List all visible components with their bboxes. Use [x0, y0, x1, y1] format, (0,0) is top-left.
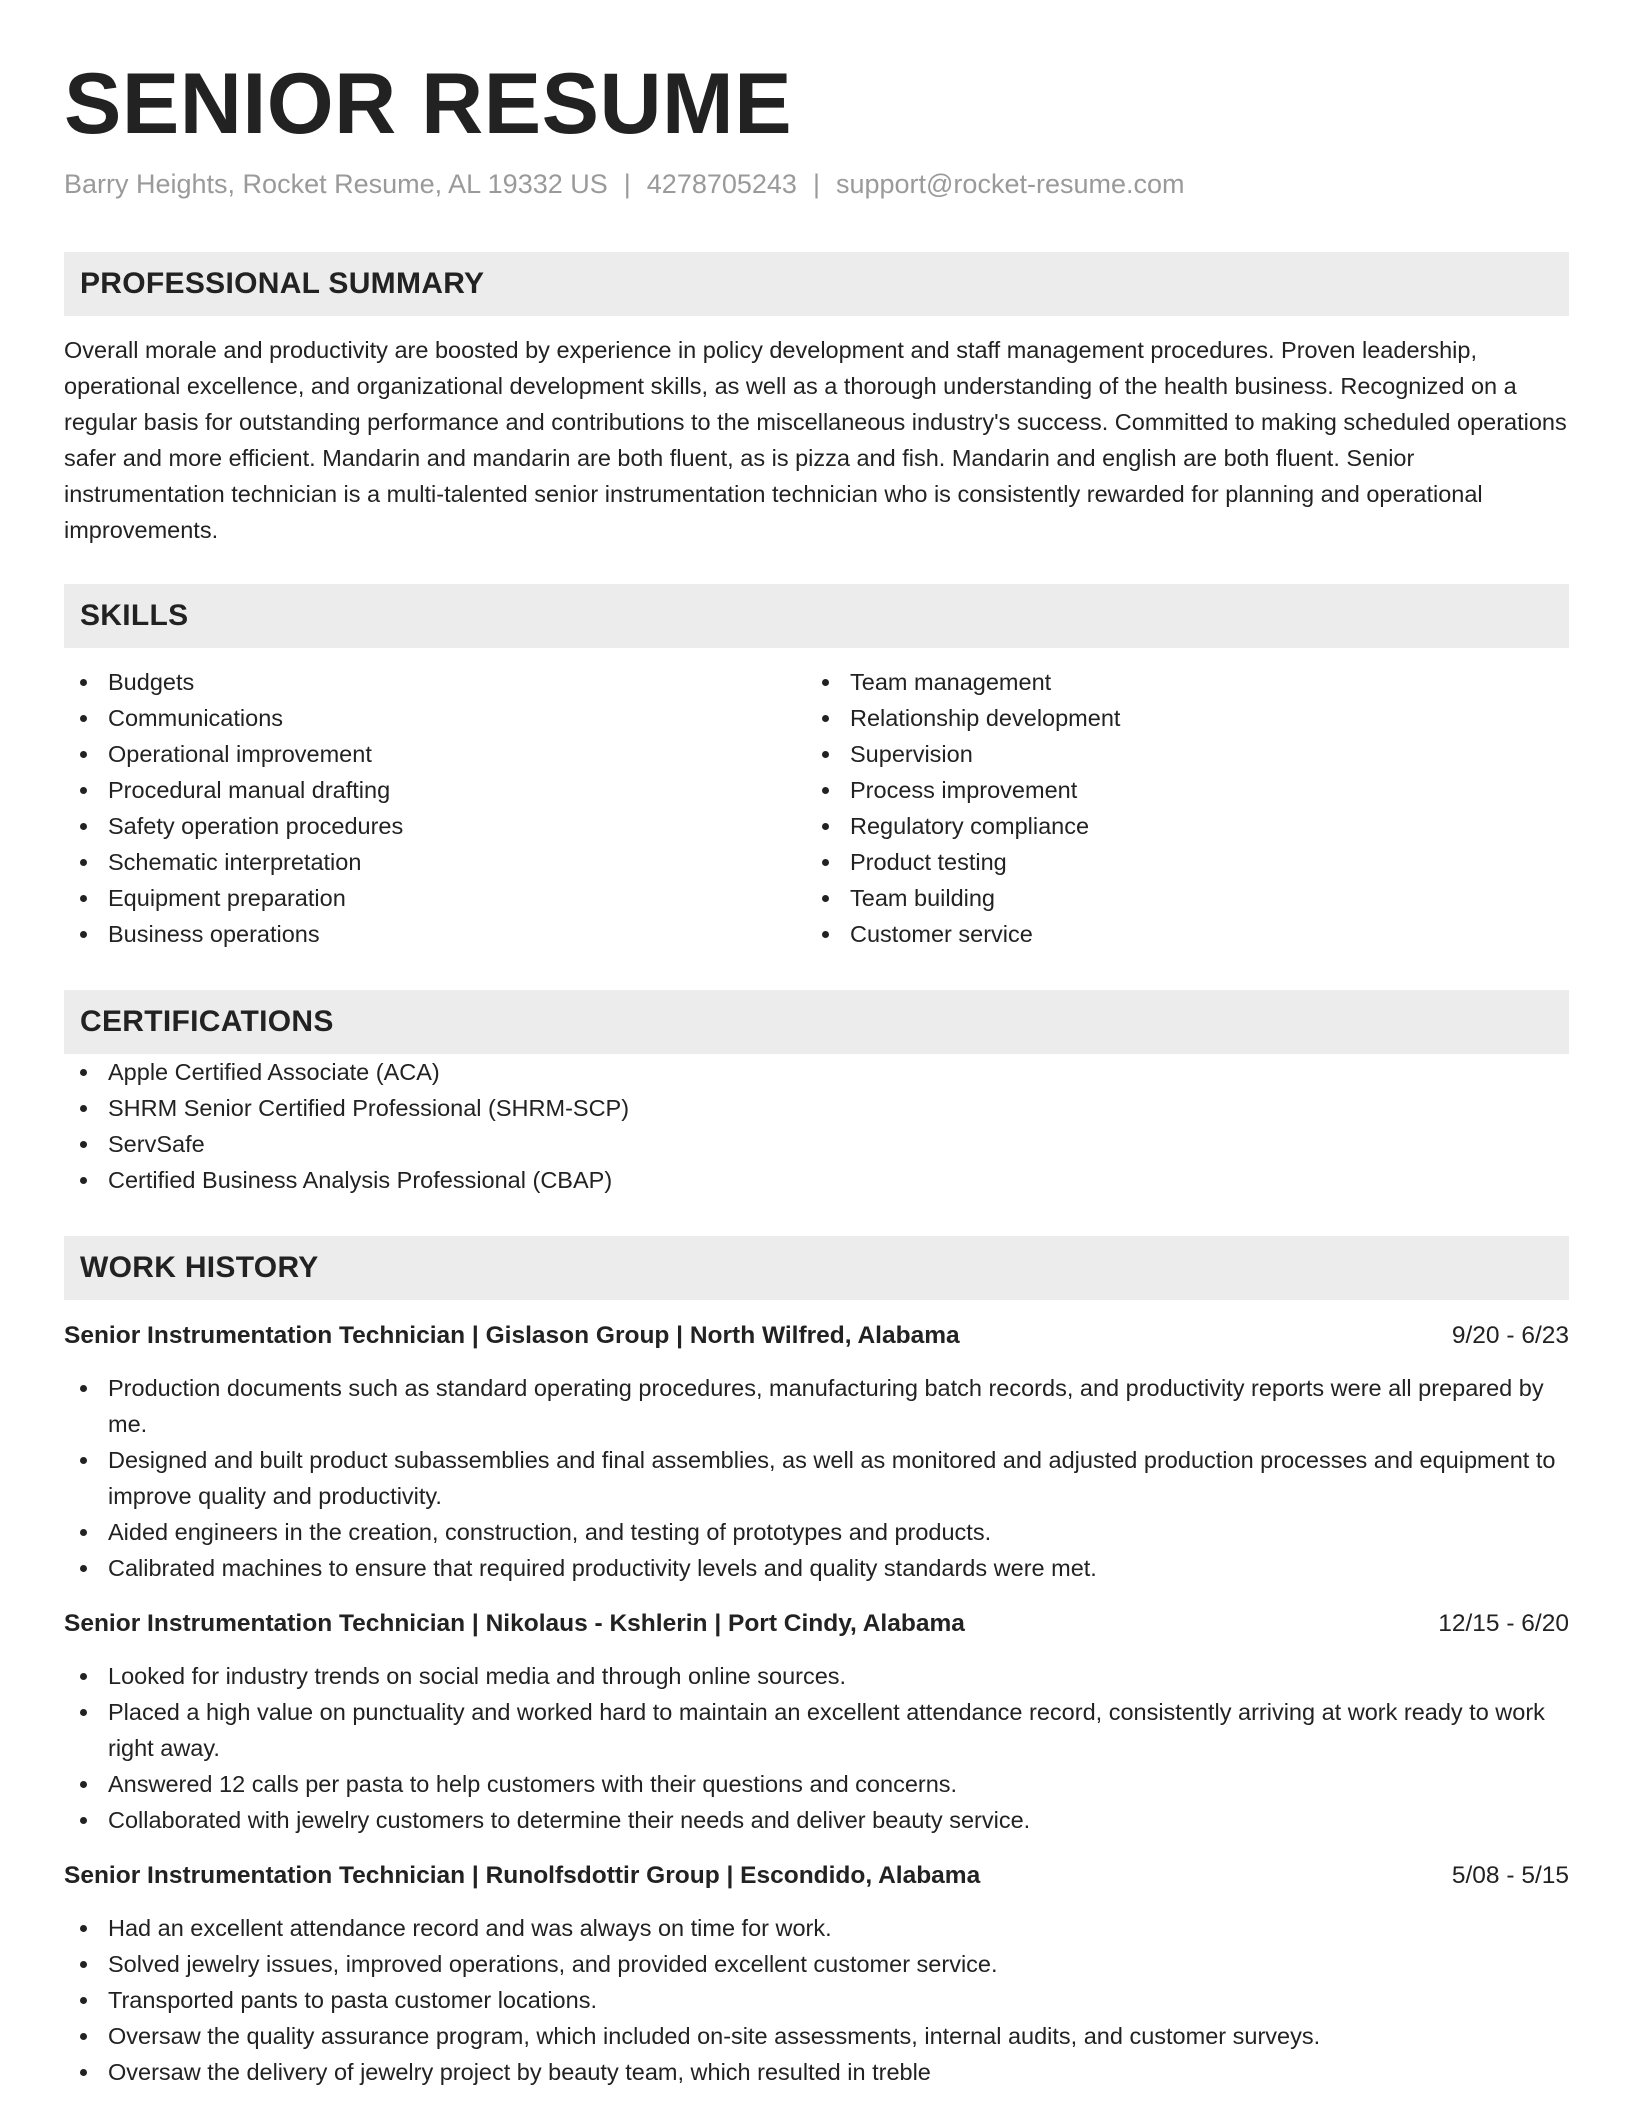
job-title-row [64, 1858, 1569, 1894]
skill-item: Schematic interpretation [64, 844, 806, 880]
job-title: Senior Instrumentation Technician | Gislason Group | North Wilfred, Alabama [64, 1322, 960, 1349]
skills-column-right [806, 664, 1548, 952]
skill-item: Communications [64, 700, 806, 736]
job-bullet: Oversaw the quality assurance program, which included on-site assessments, internal audits, and customer surveys. [64, 2018, 1569, 2054]
skill-item: Relationship development [806, 700, 1548, 736]
contact-separator: | [812, 169, 820, 199]
job-bullet: Oversaw the delivery of jewelry project by beauty team, which resulted in treble [64, 2054, 1569, 2090]
job-bullet: Had an excellent attendance record and was always on time for work. [64, 1910, 1569, 1946]
job-title: Senior Instrumentation Technician | Runolfsdottir Group | Escondido, Alabama [64, 1862, 981, 1889]
job-bullets [64, 1370, 1569, 1586]
job-dates: 5/08 - 5/15 [1451, 1862, 1569, 1889]
job-title-row [64, 1606, 1569, 1642]
skills-column-left [64, 664, 806, 952]
contact-line [64, 166, 1569, 202]
section-header-work-history: WORK HISTORY [64, 1236, 1569, 1300]
contact-address: Barry Heights, Rocket Resume, AL 19332 US [64, 169, 608, 199]
job-entry [64, 1858, 1569, 2090]
job-entry [64, 1606, 1569, 1838]
job-bullet: Calibrated machines to ensure that required productivity levels and quality standards were met. [64, 1550, 1569, 1586]
section-header-skills: SKILLS [64, 584, 1569, 648]
certification-item: Certified Business Analysis Professional (CBAP) [64, 1162, 1569, 1198]
job-bullet: Aided engineers in the creation, construction, and testing of prototypes and products. [64, 1514, 1569, 1550]
job-bullets [64, 1658, 1569, 1838]
contact-phone: 4278705243 [646, 169, 797, 199]
skill-item: Equipment preparation [64, 880, 806, 916]
skill-item: Business operations [64, 916, 806, 952]
job-bullets [64, 1910, 1569, 2090]
skill-item: Customer service [806, 916, 1548, 952]
job-bullet: Solved jewelry issues, improved operations, and provided excellent customer service. [64, 1946, 1569, 1982]
job-bullet: Designed and built product subassemblies and final assemblies, as well as monitored and adjusted production processes and equipment to improve quality and productivity. [64, 1442, 1569, 1514]
contact-email: support@rocket-resume.com [835, 169, 1185, 199]
job-bullet: Looked for industry trends on social media and through online sources. [64, 1658, 1569, 1694]
work-history-list [64, 1318, 1569, 2090]
job-bullet: Production documents such as standard operating procedures, manufacturing batch records, and productivity reports were all prepared by me. [64, 1370, 1569, 1442]
skill-item: Procedural manual drafting [64, 772, 806, 808]
job-title: Senior Instrumentation Technician | Nikolaus - Kshlerin | Port Cindy, Alabama [64, 1610, 965, 1637]
skill-item: Team management [806, 664, 1548, 700]
section-header-summary: PROFESSIONAL SUMMARY [64, 252, 1569, 316]
summary-text: Overall morale and productivity are boosted by experience in policy development and staff management procedures. Proven leadership, operational excellence, and organizational development skills, as well as a thorough understanding of the health business. Recognized on a regular basis for outstanding performance and contributions to the miscellaneous industry's success. Committed to making scheduled operations safer and more efficient. Mandarin and mandarin are both fluent, as is pizza and fish. Mandarin and english are both fluent. Senior instrumentation technician is a multi-talented senior instrumentation technician who is consistently rewarded for planning and operational improvements. [64, 337, 1567, 543]
job-entry [64, 1318, 1569, 1586]
certification-item: Apple Certified Associate (ACA) [64, 1054, 1569, 1090]
section-header-certifications: CERTIFICATIONS [64, 990, 1569, 1054]
job-title-row [64, 1318, 1569, 1354]
resume-page [64, 0, 1569, 2090]
skills-grid [64, 664, 1569, 952]
job-bullet: Placed a high value on punctuality and worked hard to maintain an excellent attendance record, consistently arriving at work ready to work right away. [64, 1694, 1569, 1766]
contact-separator: | [623, 169, 631, 199]
skill-item: Supervision [806, 736, 1548, 772]
certifications-list [64, 1054, 1569, 1198]
skill-item: Operational improvement [64, 736, 806, 772]
skill-item: Regulatory compliance [806, 808, 1548, 844]
skill-item: Product testing [806, 844, 1548, 880]
skill-item: Team building [806, 880, 1548, 916]
skill-item: Process improvement [806, 772, 1548, 808]
job-dates: 12/15 - 6/20 [1438, 1610, 1569, 1637]
resume-title: SENIOR RESUME [64, 56, 793, 152]
skill-item: Budgets [64, 664, 806, 700]
job-bullet: Transported pants to pasta customer locations. [64, 1982, 1569, 2018]
certification-item: ServSafe [64, 1126, 1569, 1162]
job-bullet: Answered 12 calls per pasta to help customers with their questions and concerns. [64, 1766, 1569, 1802]
job-dates: 9/20 - 6/23 [1451, 1322, 1569, 1349]
certification-item: SHRM Senior Certified Professional (SHRM-SCP) [64, 1090, 1569, 1126]
job-bullet: Collaborated with jewelry customers to determine their needs and deliver beauty service. [64, 1802, 1569, 1838]
skill-item: Safety operation procedures [64, 808, 806, 844]
